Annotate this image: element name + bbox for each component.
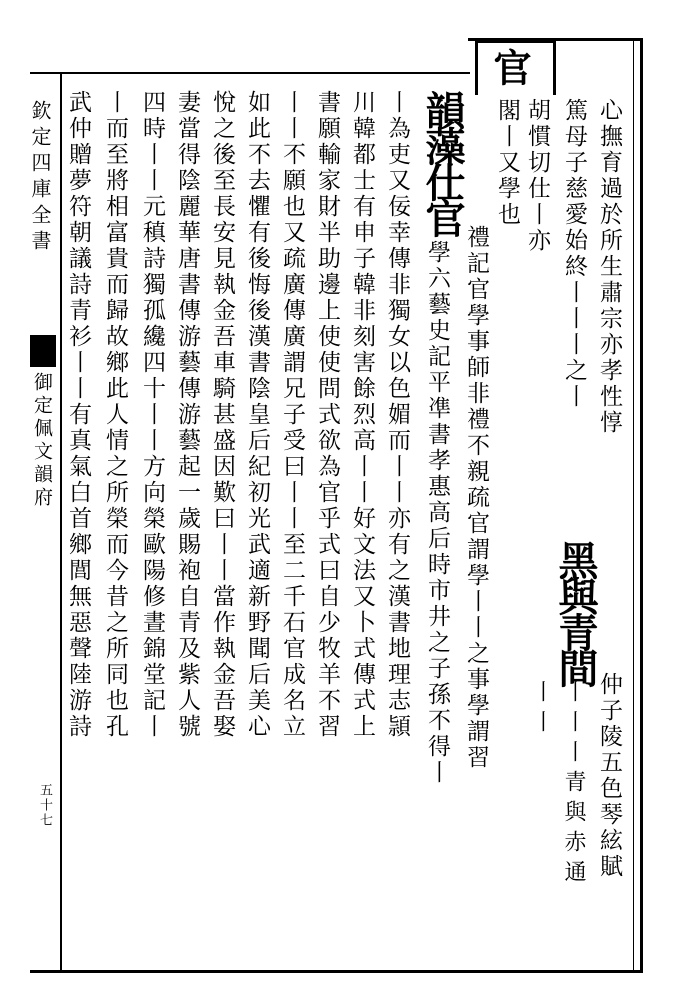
inner-border-right [633,38,634,972]
text-column-2: 篤母子慈愛始終丨丨丨之丨 [561,98,587,410]
library-label: 欽定四庫全書 [28,100,52,256]
frame-bottom [30,970,643,973]
text-column-1: 心撫育過於所生肅宗亦孝性惇 [596,98,622,436]
text-column-11: 如此不去懼有後悔後漢書陰皇后紀初光武適新野聞后美心 [244,90,270,740]
text-column-6: 學六藝史記平凖書孝惠高后時市井之子孫不得丨 [424,240,450,786]
text-column-14: 四時丨丨元稹詩獨孤纔四十丨丨方向榮歐陽修晝錦堂記丨 [139,90,165,740]
frame-top-left [30,72,470,74]
gutter-line [60,72,62,972]
text-column-9: 書願輸家財半助邊上使使問式欲為官乎式曰自少牧羊不習 [314,90,340,740]
text-column-7: 丨為吏又佞幸傳非獨女以色媚而丨丨亦有之漢書地理志頴 [384,90,410,740]
text-column-8: 川韓都士有申子韓非刻害餘烈高丨丨好文法又卜式傳式上 [349,90,375,740]
text-column-15: 丨而至將相富貴而歸故鄉此人情之所榮而今昔之所同也孔 [102,90,128,740]
outer-border-right [640,38,643,972]
entry-title: 黑與青間 [552,540,599,684]
text-column-16: 武仲贈夢符朝議詩青衫丨丨有真氣白首鄉閭無惡聲陸游詩 [65,90,91,740]
book-title: 御定佩文韻府 [31,372,53,510]
margin-fishtail-mark [30,335,56,367]
text-column-5: 禮記官學事師非禮不親疏官謂學丨丨之事學謂習 [463,225,489,771]
text-column-13: 妻當得陰麗華唐書傳游藝傳游藝起一歲賜袍自青及紫人號 [174,90,200,740]
text-column-10: 丨丨不願也又疏廣傳廣謂兄子受曰丨丨至二千石官成名立 [279,90,305,740]
entry-tail-main: 仲子陵五色琴絃賦 [596,672,622,880]
rhyme-section-title: 韻藻仕官 [419,90,466,234]
text-column-3: 胡慣切仕丨亦 [524,98,550,254]
entry-tail-split-b: 丨丨 [529,680,554,740]
text-column-12: 悅之後至長安見執金吾車騎甚盛因歎曰丨丨當作執金吾娶 [209,90,235,740]
page-number: 五十七 [37,783,52,828]
text-column-4: 閣丨又學也 [494,98,520,228]
section-heading: 官 [487,48,532,86]
entry-tail-split-a: 丨丨丨青與赤通 [561,680,586,890]
